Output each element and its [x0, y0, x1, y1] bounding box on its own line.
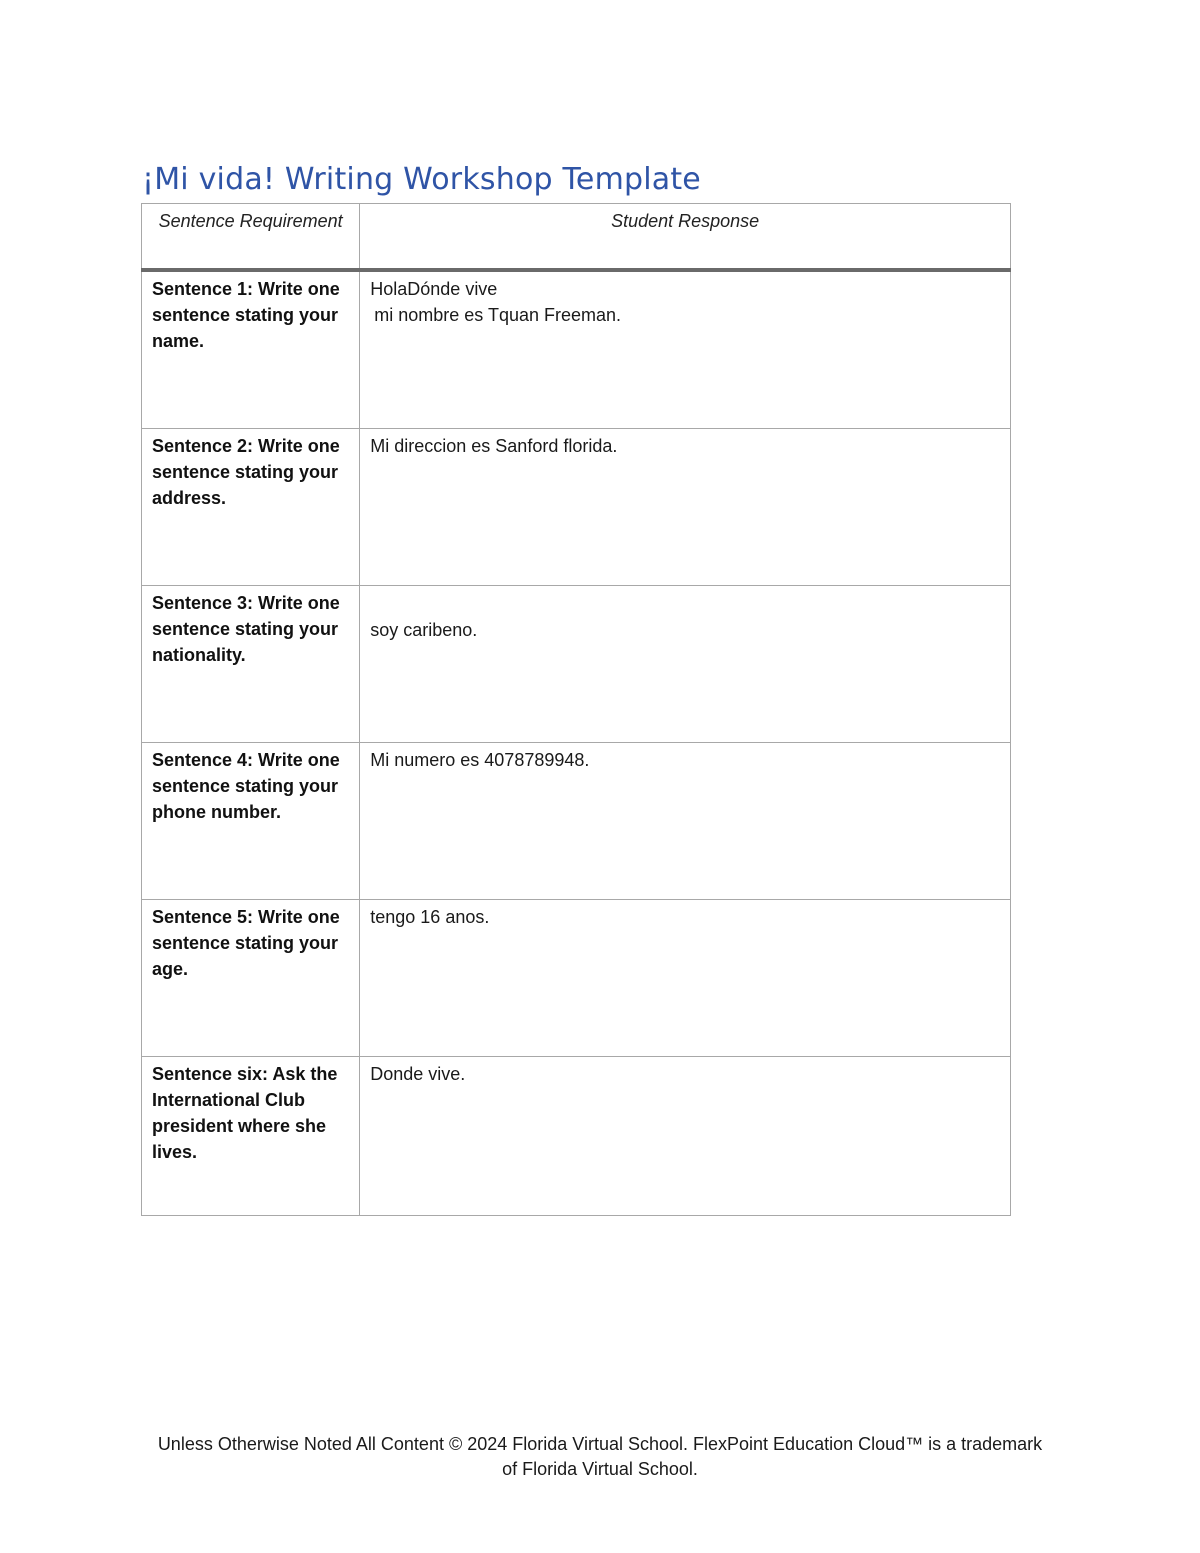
table-row [142, 1057, 1011, 1216]
requirement-cell: Sentence 5: Write one sentence stating your age. [142, 900, 360, 1057]
table-row [142, 900, 1011, 1057]
requirement-cell: Sentence 2: Write one sentence stating your address. [142, 429, 360, 586]
response-text: tengo 16 anos. [370, 907, 490, 927]
writing-workshop-table [141, 203, 1011, 1216]
response-cell[interactable] [360, 586, 1011, 743]
header-student-response: Student Response [360, 204, 1011, 271]
response-text: Mi numero es 4078789948. [370, 750, 590, 770]
response-text: HolaDónde vive [370, 279, 498, 299]
response-text: soy caribeno. [370, 620, 478, 640]
response-cell[interactable] [360, 900, 1011, 1057]
response-text: Mi direccion es Sanford florida. [370, 436, 618, 456]
response-cell[interactable] [360, 429, 1011, 586]
table-row [142, 270, 1011, 429]
response-cell[interactable] [360, 270, 1011, 429]
response-cell[interactable] [360, 1057, 1011, 1216]
response-cell[interactable] [360, 743, 1011, 900]
table-row [142, 429, 1011, 586]
requirement-cell: Sentence 1: Write one sentence stating your name. [142, 270, 360, 429]
header-sentence-requirement: Sentence Requirement [142, 204, 360, 271]
copyright-footer: Unless Otherwise Noted All Content © 2024 Florida Virtual School. FlexPoint Education Cloud™ is a trademark of Florida Virtual School. [157, 1434, 1043, 1479]
requirement-cell: Sentence 3: Write one sentence stating your nationality. [142, 586, 360, 743]
requirement-cell: Sentence 4: Write one sentence stating your phone number. [142, 743, 360, 900]
response-text: mi nombre es Tquan Freeman. [374, 305, 622, 325]
table-row [142, 586, 1011, 743]
table-row [142, 743, 1011, 900]
requirement-cell: Sentence six: Ask the International Club president where she lives. [142, 1057, 360, 1216]
page-title: ¡Mi vida! Writing Workshop Template [142, 162, 701, 197]
response-text: Donde vive. [370, 1064, 466, 1084]
table-header-row [142, 204, 1011, 271]
